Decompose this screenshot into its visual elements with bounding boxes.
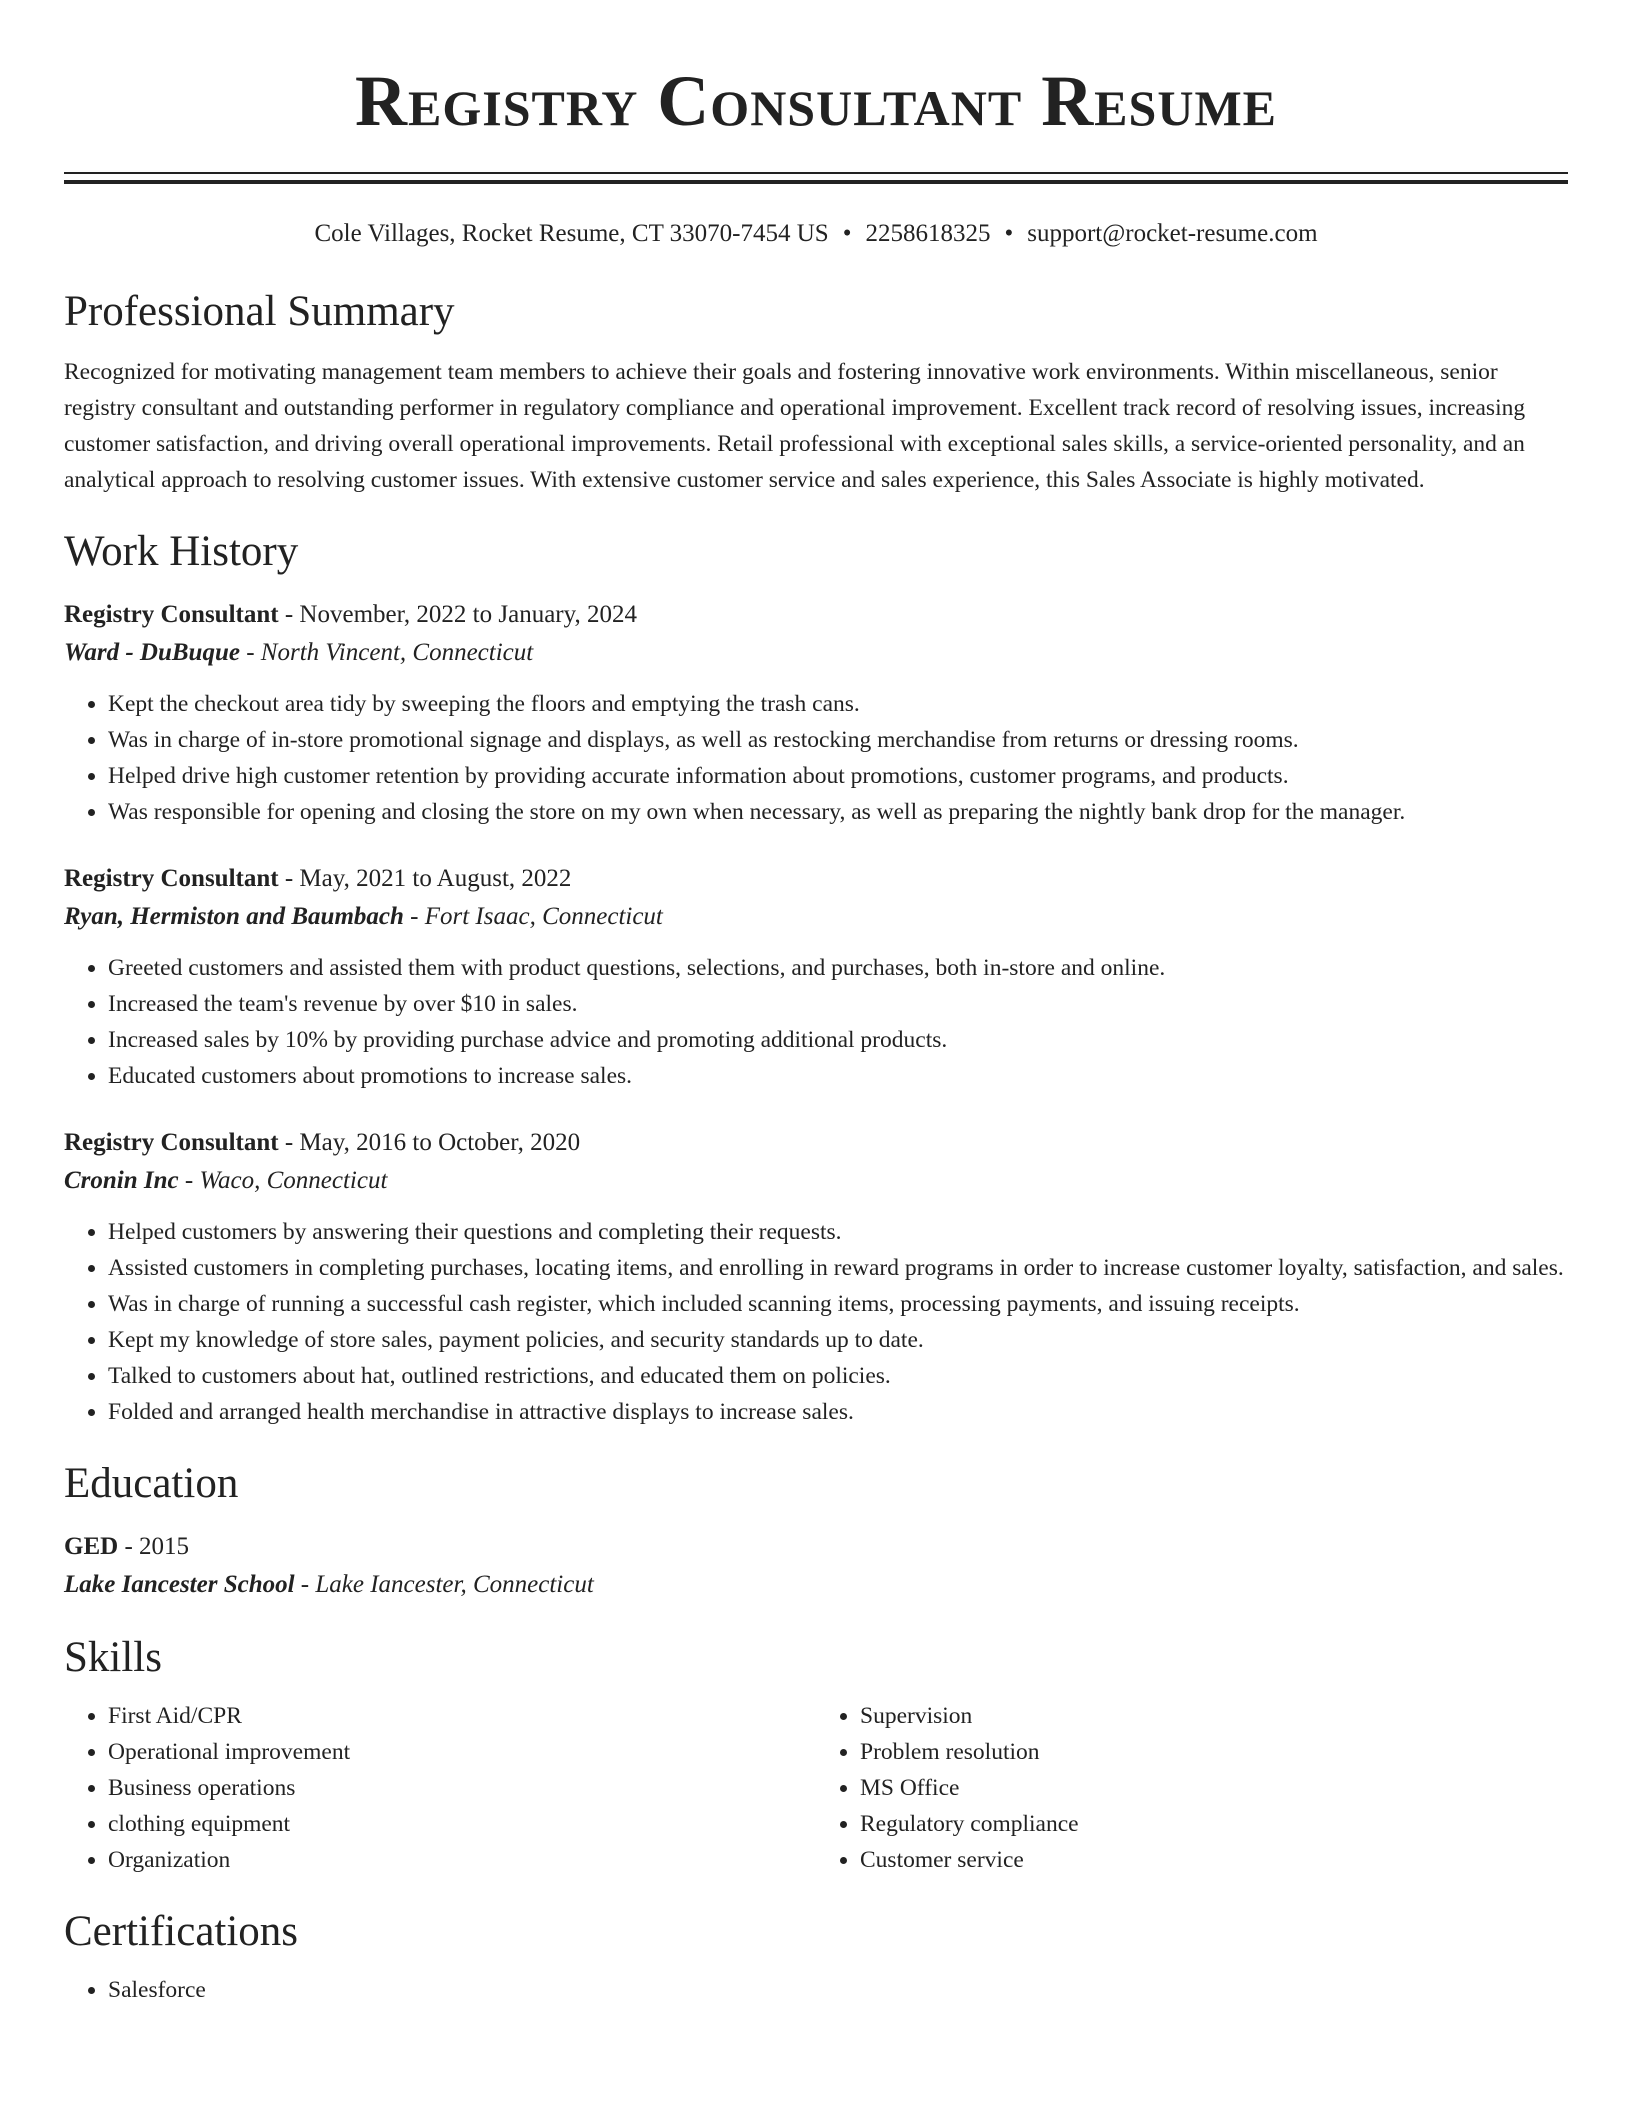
job-location: - North Vincent, Connecticut (239, 639, 534, 666)
job-entry (64, 596, 1568, 830)
list-item: • Was in charge of in-store promotional signage and displays, as well as restocking merchandise from returns or dressing rooms. (108, 722, 1568, 758)
education-section (64, 1458, 1568, 1604)
summary-text: Recognized for motivating management team members to achieve their goals and fostering innovative work environments. Within miscellaneous, senior registry consultant and outstanding performer in regulatory compliance and operational improvement. Excellent track record of resolving issues, increasing customer satisfaction, and driving overall operational improvements. Retail professional with exceptional sales skills, a service-oriented personality, and an analytical approach to resolving customer issues. With extensive customer service and sales experience, this Sales Associate is highly motivated. (64, 359, 1526, 493)
contact-phone: 2258618325 (865, 220, 991, 247)
education-school: Lake Iancester School (64, 1571, 295, 1598)
work-history-heading: Work History (64, 528, 299, 575)
job-title: Registry Consultant (64, 865, 279, 892)
list-item: • Kept the checkout area tidy by sweeping the floors and emptying the trash cans. (108, 686, 1568, 722)
skills-columns (64, 1698, 1568, 1878)
contact-address: Cole Villages, Rocket Resume, CT 33070-7454 US (314, 220, 829, 247)
skills-section (64, 1632, 1568, 1878)
summary-heading: Professional Summary (64, 288, 455, 335)
list-item: • Talked to customers about hat, outlined restrictions, and educated them on policies. (108, 1358, 1568, 1394)
list-item: • Organization (108, 1842, 816, 1878)
job-title: Registry Consultant (64, 601, 279, 628)
list-item: • Greeted customers and assisted them with product questions, selections, and purchases, both in-store and online. (108, 950, 1568, 986)
work-history-section (64, 526, 1568, 1430)
certifications-heading: Certifications (64, 1908, 299, 1955)
certifications-list (64, 1972, 1568, 2008)
education-entry (64, 1528, 1568, 1604)
list-item: • Problem resolution (860, 1734, 1568, 1770)
contact-line (64, 218, 1568, 250)
resume-title: Registry Consultant Resume (355, 61, 1277, 141)
job-entry (64, 860, 1568, 1094)
contact-separator: • (1004, 220, 1014, 247)
list-item: • Customer service (860, 1842, 1568, 1878)
list-item: • Educated customers about promotions to increase sales. (108, 1058, 1568, 1094)
list-item: • Salesforce (108, 1972, 1568, 2008)
education-heading: Education (64, 1460, 239, 1507)
job-entry (64, 1124, 1568, 1430)
list-item: • Was responsible for opening and closing the store on my own when necessary, as well as preparing the nightly bank drop for the manager. (108, 794, 1568, 830)
job-dates: - May, 2021 to August, 2022 (278, 865, 572, 892)
skills-list-right (816, 1698, 1568, 1878)
skills-heading: Skills (64, 1634, 162, 1681)
list-item: • Business operations (108, 1770, 816, 1806)
list-item: • Helped customers by answering their questions and completing their requests. (108, 1214, 1568, 1250)
skills-list-left (64, 1698, 816, 1878)
list-item: • MS Office (860, 1770, 1568, 1806)
title-divider (64, 172, 1568, 184)
list-item: • Supervision (860, 1698, 1568, 1734)
list-item: • Increased sales by 10% by providing purchase advice and promoting additional products. (108, 1022, 1568, 1058)
job-employer: Cronin Inc (64, 1167, 179, 1194)
list-item: • Assisted customers in completing purchases, locating items, and enrolling in reward programs in order to increase customer loyalty, satisfaction, and sales. (108, 1250, 1568, 1286)
job-location: - Fort Isaac, Connecticut (403, 903, 663, 930)
job-dates: - November, 2022 to January, 2024 (278, 601, 638, 628)
list-item: • First Aid/CPR (108, 1698, 816, 1734)
list-item: • clothing equipment (108, 1806, 816, 1842)
list-item: • Kept my knowledge of store sales, payment policies, and security standards up to date. (108, 1322, 1568, 1358)
list-item: • Increased the team's revenue by over $10 in sales. (108, 986, 1568, 1022)
certifications-section (64, 1906, 1568, 2008)
job-title: Registry Consultant (64, 1129, 279, 1156)
job-employer: Ryan, Hermiston and Baumbach (64, 903, 404, 930)
list-item: • Was in charge of running a successful cash register, which included scanning items, processing payments, and issuing receipts. (108, 1286, 1568, 1322)
list-item: • Regulatory compliance (860, 1806, 1568, 1842)
job-location: - Waco, Connecticut (178, 1167, 388, 1194)
job-bullets (64, 950, 1568, 1094)
list-item: • Helped drive high customer retention by providing accurate information about promotions, customer programs, and products. (108, 758, 1568, 794)
list-item: • Operational improvement (108, 1734, 816, 1770)
contact-email: support@rocket-resume.com (1027, 220, 1318, 247)
job-bullets (64, 1214, 1568, 1430)
job-dates: - May, 2016 to October, 2020 (278, 1129, 581, 1156)
job-bullets (64, 686, 1568, 830)
contact-separator: • (842, 220, 852, 247)
education-location: - Lake Iancester, Connecticut (294, 1571, 594, 1598)
job-employer: Ward - DuBuque (64, 639, 240, 666)
education-year: - 2015 (118, 1533, 190, 1560)
education-degree: GED (64, 1533, 119, 1560)
list-item: • Folded and arranged health merchandise in attractive displays to increase sales. (108, 1394, 1568, 1430)
